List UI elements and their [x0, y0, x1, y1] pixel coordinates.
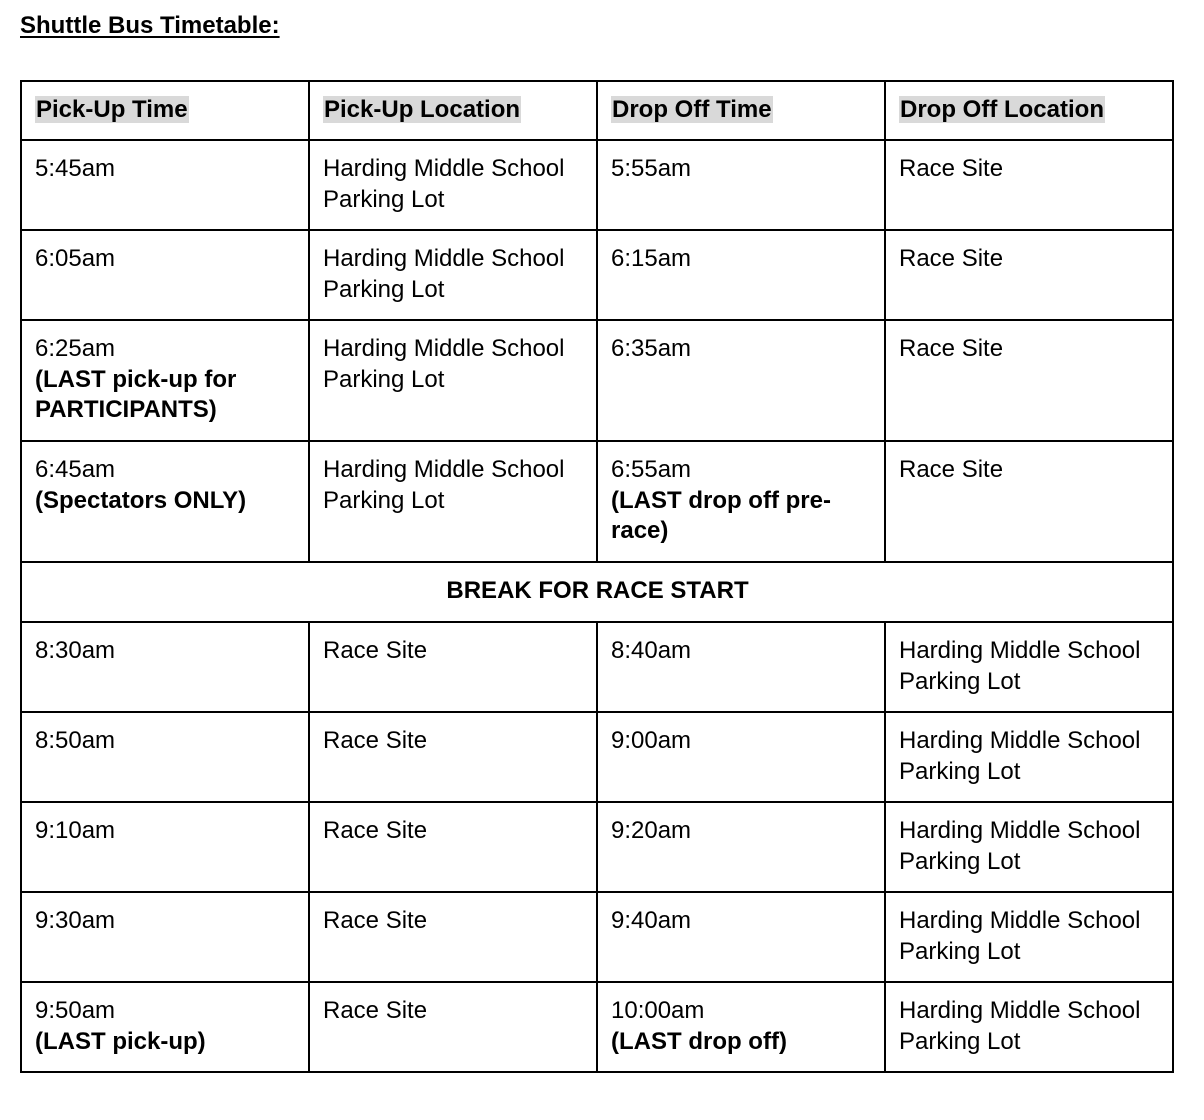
- pickup-time: 8:50am: [35, 727, 116, 754]
- table-row: [21, 712, 1173, 802]
- col-header-label: Drop Off Time: [612, 96, 772, 123]
- table-row: [21, 982, 1173, 1072]
- pickup-note: (LAST pick-up for PARTICIPANTS): [35, 365, 237, 423]
- dropoff-time-cell: [597, 892, 885, 982]
- dropoff-time-cell: [597, 622, 885, 712]
- pickup-location-cell: Race Site: [309, 712, 597, 802]
- dropoff-time-cell: [597, 230, 885, 320]
- shuttle-timetable: [20, 80, 1174, 1073]
- dropoff-time-cell: [597, 441, 885, 562]
- dropoff-location-cell: Race Site: [885, 441, 1173, 562]
- pickup-location-cell: Harding Middle School Parking Lot: [309, 230, 597, 320]
- pickup-note: (LAST pick-up): [35, 1027, 206, 1055]
- dropoff-time: 9:00am: [611, 727, 692, 754]
- pickup-time: 6:25am: [35, 335, 116, 362]
- dropoff-time-cell: [597, 712, 885, 802]
- dropoff-note: (LAST drop off): [611, 1027, 787, 1055]
- pickup-time-cell: [21, 802, 309, 892]
- dropoff-time-cell: [597, 320, 885, 441]
- dropoff-time: 6:55am: [611, 456, 692, 483]
- pickup-time: 5:45am: [35, 155, 116, 182]
- pickup-location-cell: Harding Middle School Parking Lot: [309, 441, 597, 562]
- dropoff-time: 5:55am: [611, 155, 692, 182]
- dropoff-time: 10:00am: [611, 997, 705, 1024]
- dropoff-location-cell: Harding Middle School Parking Lot: [885, 622, 1173, 712]
- pickup-time: 9:50am: [35, 997, 116, 1024]
- table-row: [21, 320, 1173, 441]
- pickup-time-cell: [21, 982, 309, 1072]
- pickup-time: 6:05am: [35, 245, 116, 272]
- col-header-pickup-location: [309, 81, 597, 140]
- table-row: [21, 892, 1173, 982]
- col-header-dropoff-location: [885, 81, 1173, 140]
- col-header-label: Pick-Up Location: [324, 96, 521, 123]
- pickup-time: 6:45am: [35, 456, 116, 483]
- pickup-time-cell: [21, 712, 309, 802]
- pickup-time-cell: [21, 140, 309, 230]
- table-row: [21, 441, 1173, 562]
- dropoff-time: 6:15am: [611, 245, 692, 272]
- table-row: [21, 622, 1173, 712]
- pickup-location-cell: Race Site: [309, 982, 597, 1072]
- dropoff-location-cell: Harding Middle School Parking Lot: [885, 982, 1173, 1072]
- pickup-time: 9:10am: [35, 817, 116, 844]
- dropoff-time: 8:40am: [611, 637, 692, 664]
- break-label: BREAK FOR RACE START: [21, 562, 1173, 622]
- dropoff-location-cell: Race Site: [885, 320, 1173, 441]
- dropoff-time-cell: [597, 802, 885, 892]
- col-header-dropoff-time: [597, 81, 885, 140]
- header-row: [21, 81, 1173, 140]
- break-row: [21, 562, 1173, 622]
- page-title: Shuttle Bus Timetable:: [20, 12, 280, 39]
- col-header-label: Drop Off Location: [900, 96, 1104, 123]
- pickup-time: 9:30am: [35, 907, 116, 934]
- pickup-time-cell: [21, 441, 309, 562]
- pickup-location-cell: Harding Middle School Parking Lot: [309, 320, 597, 441]
- dropoff-time: 9:20am: [611, 817, 692, 844]
- pickup-time-cell: [21, 622, 309, 712]
- dropoff-location-cell: Race Site: [885, 140, 1173, 230]
- pickup-time-cell: [21, 320, 309, 441]
- pickup-time: 8:30am: [35, 637, 116, 664]
- pickup-location-cell: Race Site: [309, 802, 597, 892]
- dropoff-location-cell: Harding Middle School Parking Lot: [885, 712, 1173, 802]
- dropoff-location-cell: Harding Middle School Parking Lot: [885, 892, 1173, 982]
- pickup-location-cell: Harding Middle School Parking Lot: [309, 140, 597, 230]
- pickup-location-cell: Race Site: [309, 892, 597, 982]
- dropoff-time: 6:35am: [611, 335, 692, 362]
- col-header-label: Pick-Up Time: [36, 96, 188, 123]
- table-row: [21, 230, 1173, 320]
- dropoff-location-cell: Harding Middle School Parking Lot: [885, 802, 1173, 892]
- table-row: [21, 140, 1173, 230]
- col-header-pickup-time: [21, 81, 309, 140]
- dropoff-note: (LAST drop off pre-race): [611, 486, 831, 544]
- dropoff-time-cell: [597, 982, 885, 1072]
- pickup-location-cell: Race Site: [309, 622, 597, 712]
- pickup-time-cell: [21, 892, 309, 982]
- table-row: [21, 802, 1173, 892]
- dropoff-time-cell: [597, 140, 885, 230]
- dropoff-time: 9:40am: [611, 907, 692, 934]
- dropoff-location-cell: Race Site: [885, 230, 1173, 320]
- pickup-note: (Spectators ONLY): [35, 486, 247, 514]
- pickup-time-cell: [21, 230, 309, 320]
